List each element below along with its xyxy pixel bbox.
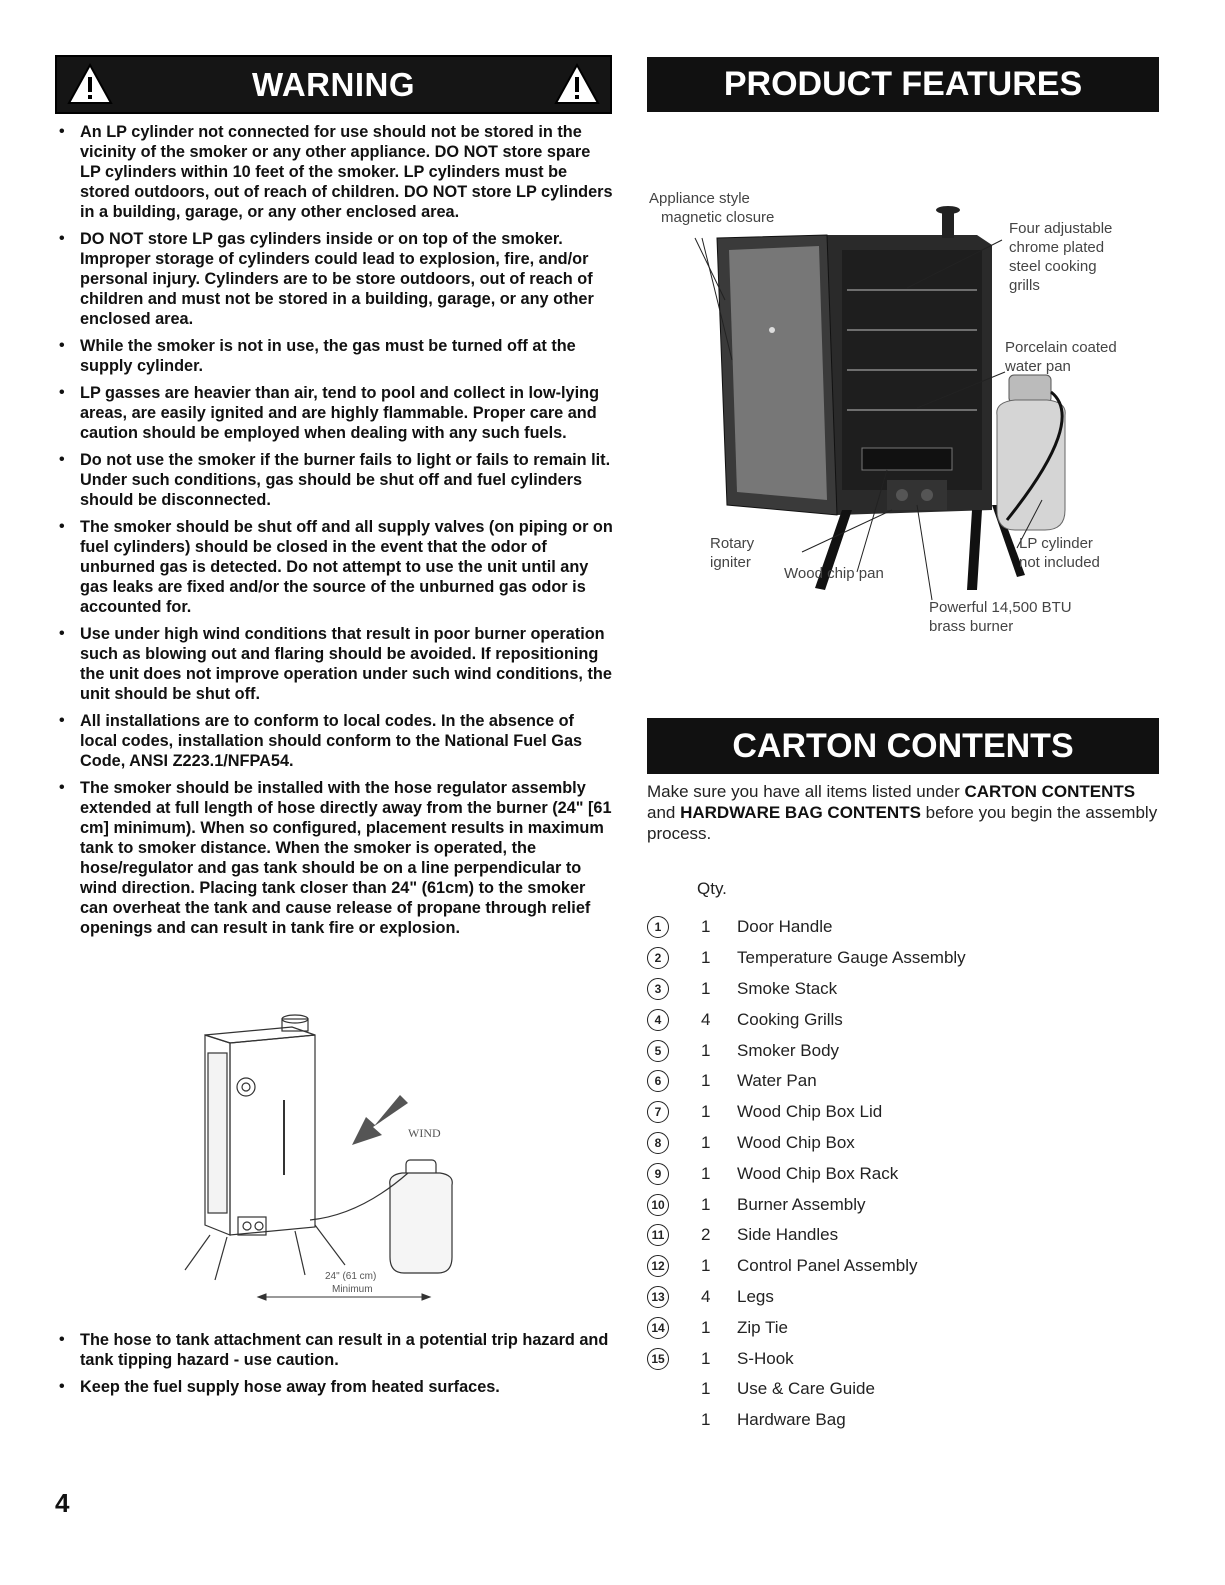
warning-item: • All installations are to conform to local codes. In the absence of local codes, installation should conform to the National Fuel Gas Code, ANSI Z223.1/NFPA54. [55,711,615,771]
part-name: Temperature Gauge Assembly [737,948,966,968]
water-pan-label-line1: Porcelain coated [1005,339,1117,356]
part-number-badge: 12 [647,1255,669,1277]
burner-label-line1: Powerful 14,500 BTU [929,599,1072,616]
distance-label: 24" (61 cm) [325,1271,377,1282]
part-name: Hardware Bag [737,1410,846,1430]
part-qty: 1 [701,1132,711,1152]
parts-list-item [647,1097,966,1128]
part-qty: 4 [701,1009,711,1029]
part-qty: 1 [701,1410,711,1430]
parts-list-item [647,912,966,943]
page-number: 4 [55,1488,70,1518]
part-number-badge: 3 [647,978,669,1000]
parts-list-item [647,1158,966,1189]
parts-list-item [647,1004,966,1035]
part-name: Cooking Grills [737,1009,843,1029]
parts-list-item [647,1312,966,1343]
grills-label-line1: Four adjustable [1009,220,1113,237]
parts-list-item [647,943,966,974]
lp-cylinder-label-line2: not included [1019,554,1100,571]
part-number-badge: 5 [647,1040,669,1062]
closure-label-line1: Appliance style [649,190,750,207]
parts-list-item [647,1374,966,1405]
wind-label: WIND [408,1126,441,1140]
parts-list-item [647,974,966,1005]
closure-label-line2: magnetic closure [661,209,775,226]
parts-list-item [647,1035,966,1066]
part-name: Wood Chip Box Rack [737,1163,899,1183]
parts-list-item [647,1405,966,1436]
intro-text: and [647,803,681,822]
product-features-banner [647,57,1159,112]
grills-label-line3: steel cooking [1009,258,1097,275]
warning-item: • An LP cylinder not connected for use should not be stored in the vicinity of the smoker or any other appliance. DO NOT store spare LP cylinders within 10 feet of the smoker. LP cylinders must be stored outdoors, out of reach of children. DO NOT store LP cylinders in a building, garage, or any other enclosed area. [55,122,615,222]
part-qty: 1 [701,1102,711,1122]
wood-chip-label: Wood chip pan [784,565,884,582]
parts-list [647,912,966,1436]
part-number-badge: 10 [647,1194,669,1216]
carton-contents-title: CARTON CONTENTS [732,726,1074,765]
part-name: Smoker Body [737,1040,840,1060]
parts-list-item [647,1282,966,1313]
part-name: Zip Tie [737,1317,789,1337]
lp-tank-illustration [997,375,1065,530]
water-pan-label-line2: water pan [1005,358,1071,375]
qty-header: Qty. [697,879,727,898]
intro-text: Make sure you have all items listed under [647,782,965,801]
part-name: Use & Care Guide [737,1379,875,1399]
igniter-label-line2: igniter [710,554,751,571]
part-number-badge: 13 [647,1286,669,1308]
part-qty: 1 [701,1256,711,1276]
warning-item: • Use under high wind conditions that result in poor burner operation such as blowing out and flaring should be avoided. If repositioning the unit does not improve operation under such wind conditions, the unit should be shut off. [55,624,615,704]
warning-title: WARNING [252,65,415,103]
part-qty: 1 [701,948,711,968]
part-number-blank [647,1378,669,1400]
part-number-badge: 6 [647,1070,669,1092]
part-qty: 1 [701,917,711,937]
part-qty: 1 [701,978,711,998]
part-name: Wood Chip Box [737,1132,855,1152]
part-name: Door Handle [737,917,833,937]
carton-intro [647,781,1159,844]
smoker-illustration [185,1015,345,1280]
part-number-badge: 7 [647,1101,669,1123]
warning-item: • DO NOT store LP gas cylinders inside or on top of the smoker. Improper storage of cylinders could lead to explosion, fire, and/or personal injury. Cylinders are to be store outdoors, out of reach of children and must not be stored in a building, garage, or any other enclosed area. [55,229,615,329]
parts-list-item [647,1251,966,1282]
part-qty: 4 [701,1286,711,1306]
part-qty: 1 [701,1317,711,1337]
part-number-badge: 15 [647,1348,669,1370]
part-name: S-Hook [737,1348,794,1368]
warning-item: • The smoker should be shut off and all supply valves (on piping or on fuel cylinders) should be closed in the event that the odor of unburned gas is detected. Do not attempt to use the unit until any gas leaks are fixed and/or the source of the unburned gas odor is accounted for. [55,517,615,617]
part-name: Water Pan [737,1071,817,1091]
intro-bold-carton: CARTON CONTENTS [964,782,1136,801]
part-number-badge: 4 [647,1009,669,1031]
warning-banner [55,55,612,114]
part-name: Control Panel Assembly [737,1256,918,1276]
burner-label-line2: brass burner [929,618,1014,635]
minimum-label: Minimum [332,1284,373,1295]
grills-label-line2: chrome plated [1009,239,1105,256]
part-name: Side Handles [737,1225,839,1245]
igniter-label-line1: Rotary [710,535,755,552]
part-qty: 2 [701,1225,711,1245]
product-features-figure [647,180,1167,650]
part-number-badge: 14 [647,1317,669,1339]
part-qty: 1 [701,1379,711,1399]
warning-item: • The hose to tank attachment can result in a potential trip hazard and tank tipping hazard - use caution. [55,1330,615,1370]
part-name: Wood Chip Box Lid [737,1102,883,1122]
part-name: Smoke Stack [737,978,838,998]
part-name: Legs [737,1286,774,1306]
parts-list-item [647,1220,966,1251]
warning-list [55,122,615,945]
intro-bold-hardware: HARDWARE BAG CONTENTS [680,803,921,822]
warning-item: • While the smoker is not in use, the gas must be turned off at the supply cylinder. [55,336,615,376]
part-name: Burner Assembly [737,1194,866,1214]
grills-label-line4: grills [1009,277,1040,294]
part-qty: 1 [701,1348,711,1368]
warning-list-continued [55,1330,615,1404]
part-qty: 1 [701,1071,711,1091]
warning-item: • The smoker should be installed with the hose regulator assembly extended at full length of hose directly away from the burner (24" [61 cm] minimum). When so configured, placement results in maximum tank to smoker distance. When the smoker is operated, the hose/regulator and gas tank should be on a line perpendicular to wind direction. Placing tank closer than 24" (61cm) to the smoker can overheat the tank and cause release of propane through relief openings and can result in tank fire or explosion. [55,778,615,938]
part-number-badge: 9 [647,1163,669,1185]
warning-item: • LP gasses are heavier than air, tend to pool and collect in low-lying areas, are easily ignited and are highly flammable. Proper care and caution should be employed when dealing with any such fuels. [55,383,615,443]
intro-text: before you begin the assembly process. [647,803,1158,843]
wind-placement-figure [170,1005,470,1315]
product-features-title: PRODUCT FEATURES [723,65,1083,103]
part-number-badge: 1 [647,916,669,938]
lp-cylinder-label-line1: LP cylinder [1019,535,1093,552]
part-number-badge: 8 [647,1132,669,1154]
part-number-blank [647,1409,669,1431]
lp-tank-illustration [310,1160,452,1273]
parts-list-item [647,1128,966,1159]
warning-item: • Keep the fuel supply hose away from heated surfaces. [55,1377,615,1397]
part-number-badge: 2 [647,947,669,969]
warning-item: • Do not use the smoker if the burner fails to light or fails to remain lit. Under such conditions, gas should be shut off and fuel cylinders should be disconnected. [55,450,615,510]
wind-arrow-icon [352,1095,408,1145]
part-number-badge: 11 [647,1224,669,1246]
parts-list-item [647,1343,966,1374]
warning-triangle-icon [67,63,113,105]
carton-contents-banner [647,718,1159,774]
parts-list-item [647,1066,966,1097]
parts-list-item [647,1189,966,1220]
part-qty: 1 [701,1194,711,1214]
warning-triangle-icon [554,63,600,105]
part-qty: 1 [701,1040,711,1060]
part-qty: 1 [701,1163,711,1183]
